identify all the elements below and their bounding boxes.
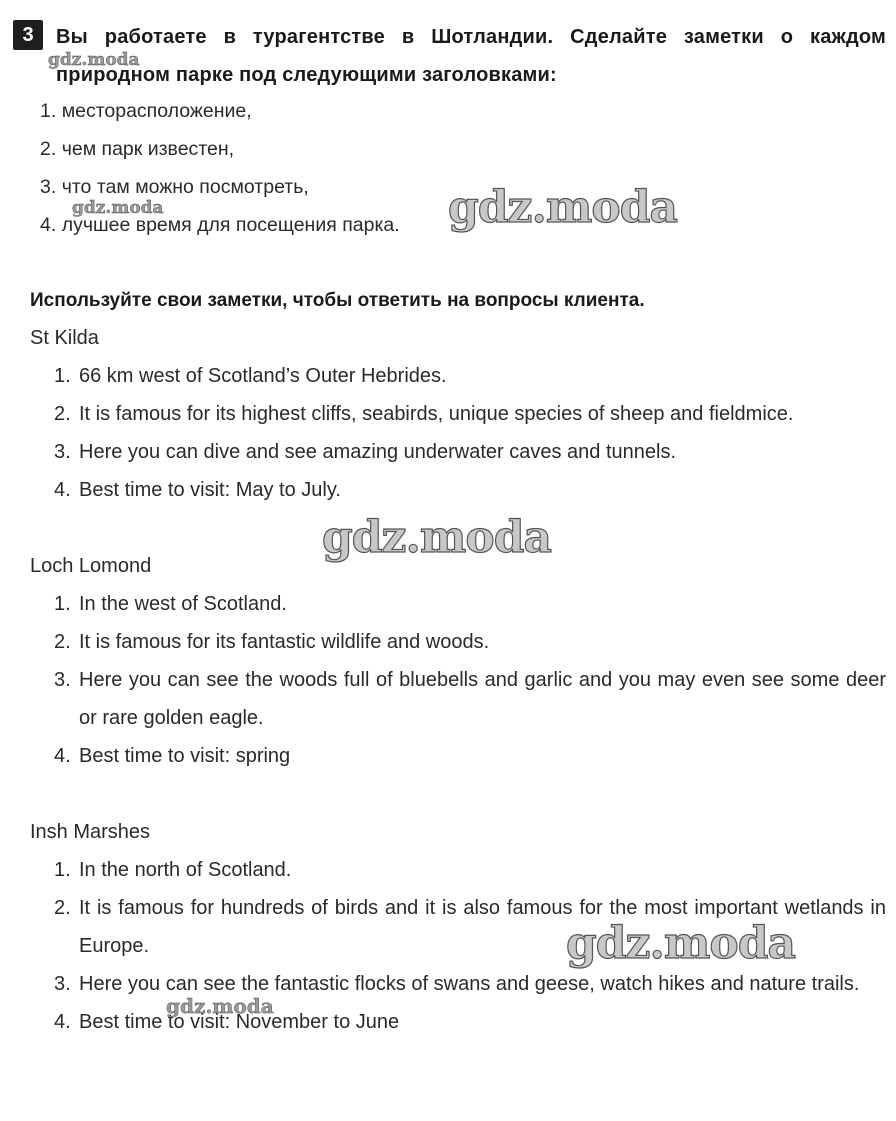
fact-item: 1. 66 km west of Scotland’s Outer Hebrides.: [54, 365, 447, 387]
watermark: gdz.moda: [566, 918, 796, 969]
heading-item: 2. чем парк известен,: [40, 138, 235, 160]
fact-item: 2. It is famous for hundreds of birds and it is also famous for the most important wetlands in Europe.: [54, 897, 886, 957]
task-number-badge: 3: [13, 20, 43, 50]
fact-item: 2. It is famous for its fantastic wildlife and woods.: [54, 631, 490, 653]
fact-item: 3. Here you can see the fantastic flocks of swans and geese, watch hikes and nature trails.: [54, 973, 860, 995]
heading-item: 1. месторасположение,: [40, 100, 252, 122]
task-title: Вы работаете в турагентстве в Шотландии. Сделайте заметки о каждом природном парке под следующими заголовками:: [56, 26, 886, 86]
park-name-loch-lomond: Loch Lomond: [30, 555, 152, 577]
fact-item: 3. Here you can dive and see amazing underwater caves and tunnels.: [54, 441, 677, 463]
fact-item: 4. Best time to visit: November to June: [54, 1011, 400, 1033]
park-facts-loch-lomond: [54, 585, 886, 775]
fact-item: 1. In the north of Scotland.: [54, 859, 292, 881]
watermark: gdz.moda: [48, 50, 140, 70]
heading-item: 4. лучшее время для посещения парка.: [40, 214, 400, 236]
park-name-insh-marshes: Insh Marshes: [30, 821, 151, 843]
fact-item: 4. Best time to visit: May to July.: [54, 479, 341, 501]
headings-list: [40, 92, 400, 244]
watermark: gdz.moda: [322, 512, 552, 563]
heading-item: 3. что там можно посмотреть,: [40, 176, 309, 198]
fact-item: 2. It is famous for its highest cliffs, seabirds, unique species of sheep and fieldmice.: [54, 403, 794, 425]
fact-item: 1. In the west of Scotland.: [54, 593, 287, 615]
fact-item: 3. Here you can see the woods full of bluebells and garlic and you may even see some deer or rare golden eagle.: [54, 669, 886, 729]
watermark: gdz.moda: [448, 182, 678, 233]
fact-item: 4. Best time to visit: spring: [54, 745, 291, 767]
park-facts-st-kilda: [54, 357, 886, 509]
watermark: gdz.moda: [72, 198, 164, 218]
instruction-text: Используйте свои заметки, чтобы ответить на вопросы клиента.: [30, 290, 645, 311]
watermark: gdz.moda: [166, 994, 274, 1018]
park-name-st-kilda: St Kilda: [30, 327, 99, 349]
